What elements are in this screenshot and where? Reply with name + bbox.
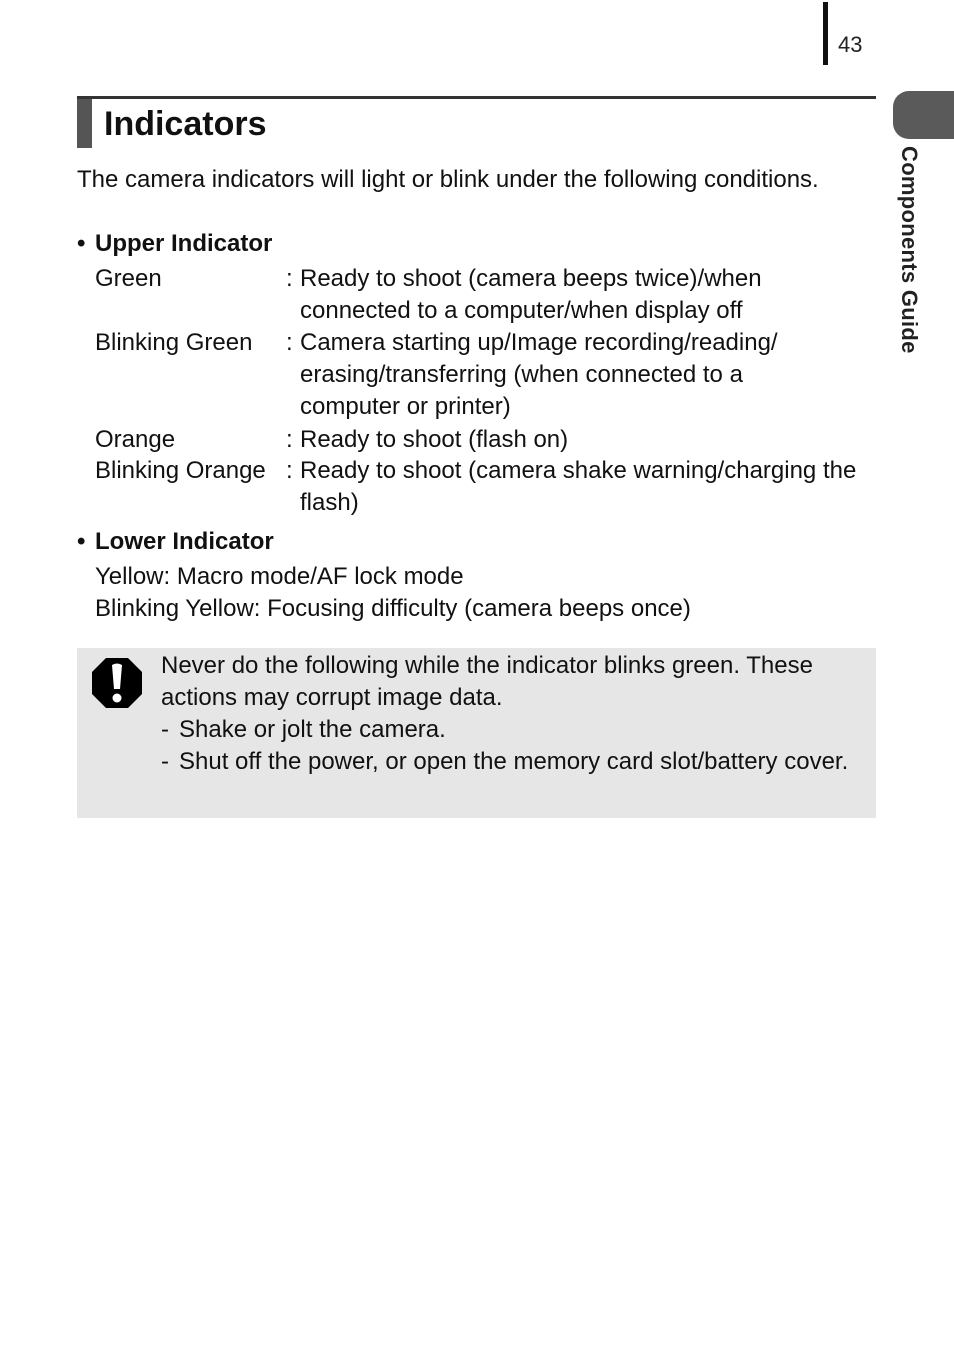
caution-icon bbox=[90, 656, 144, 710]
lower-indicator-title: Lower Indicator bbox=[95, 528, 274, 555]
upper-row-desc: : Ready to shoot (flash on) bbox=[286, 424, 866, 456]
bullet: • bbox=[77, 230, 86, 257]
page-number: 43 bbox=[838, 32, 863, 57]
title-rule bbox=[77, 96, 876, 99]
upper-row-label: Orange bbox=[95, 426, 176, 453]
section-tab-marker bbox=[893, 91, 954, 139]
caution-box bbox=[77, 648, 876, 818]
caution-list-item-text: Shut off the power, or open the memory card slot/battery cover. bbox=[179, 748, 849, 775]
bullet: • bbox=[77, 528, 86, 555]
upper-row-label: Blinking Green bbox=[95, 329, 253, 356]
upper-row-desc: : Ready to shoot (camera shake warning/charging the flash) bbox=[286, 455, 866, 519]
lower-indicator-line: Yellow: Macro mode/AF lock mode bbox=[95, 563, 464, 590]
upper-row-desc-text: Ready to shoot (camera shake warning/charging the flash) bbox=[300, 457, 857, 516]
lower-indicator-line: Blinking Yellow: Focusing difficulty (camera beeps once) bbox=[95, 595, 691, 622]
section-tab-label: Components Guide bbox=[897, 146, 922, 354]
upper-row-desc-text: Ready to shoot (camera beeps twice)/when connected to a computer/when display off bbox=[300, 265, 762, 324]
upper-indicator-title: Upper Indicator bbox=[95, 230, 273, 257]
caution-text-block bbox=[161, 650, 866, 778]
caution-list-item: - Shut off the power, or open the memory card slot/battery cover. bbox=[161, 748, 849, 775]
upper-row-desc: : Camera starting up/Image recording/reading/ erasing/transferring (when connected to a computer or printer) bbox=[286, 327, 822, 423]
caution-list-item-text: Shake or jolt the camera. bbox=[179, 716, 446, 743]
upper-row-desc-text: Ready to shoot (flash on) bbox=[300, 426, 569, 453]
lower-indicator-heading bbox=[77, 526, 274, 558]
upper-row-label: Green bbox=[95, 265, 162, 292]
upper-indicator-heading bbox=[77, 228, 272, 260]
page-title: Indicators bbox=[104, 105, 267, 143]
intro-text: The camera indicators will light or blink under the following conditions. bbox=[77, 166, 819, 193]
upper-row-desc: : Ready to shoot (camera beeps twice)/when connected to a computer/when display off bbox=[286, 263, 806, 327]
caution-list-item: - Shake or jolt the camera. bbox=[161, 716, 446, 743]
caution-message: Never do the following while the indicator blinks green. These actions may corrupt image data. bbox=[161, 652, 813, 711]
upper-row-desc-text: Camera starting up/Image recording/reading/ erasing/transferring (when connected to a computer or printer) bbox=[300, 329, 778, 420]
upper-row-label: Blinking Orange bbox=[95, 457, 266, 484]
page-number-bar bbox=[823, 2, 828, 65]
title-accent-bar bbox=[77, 99, 92, 148]
